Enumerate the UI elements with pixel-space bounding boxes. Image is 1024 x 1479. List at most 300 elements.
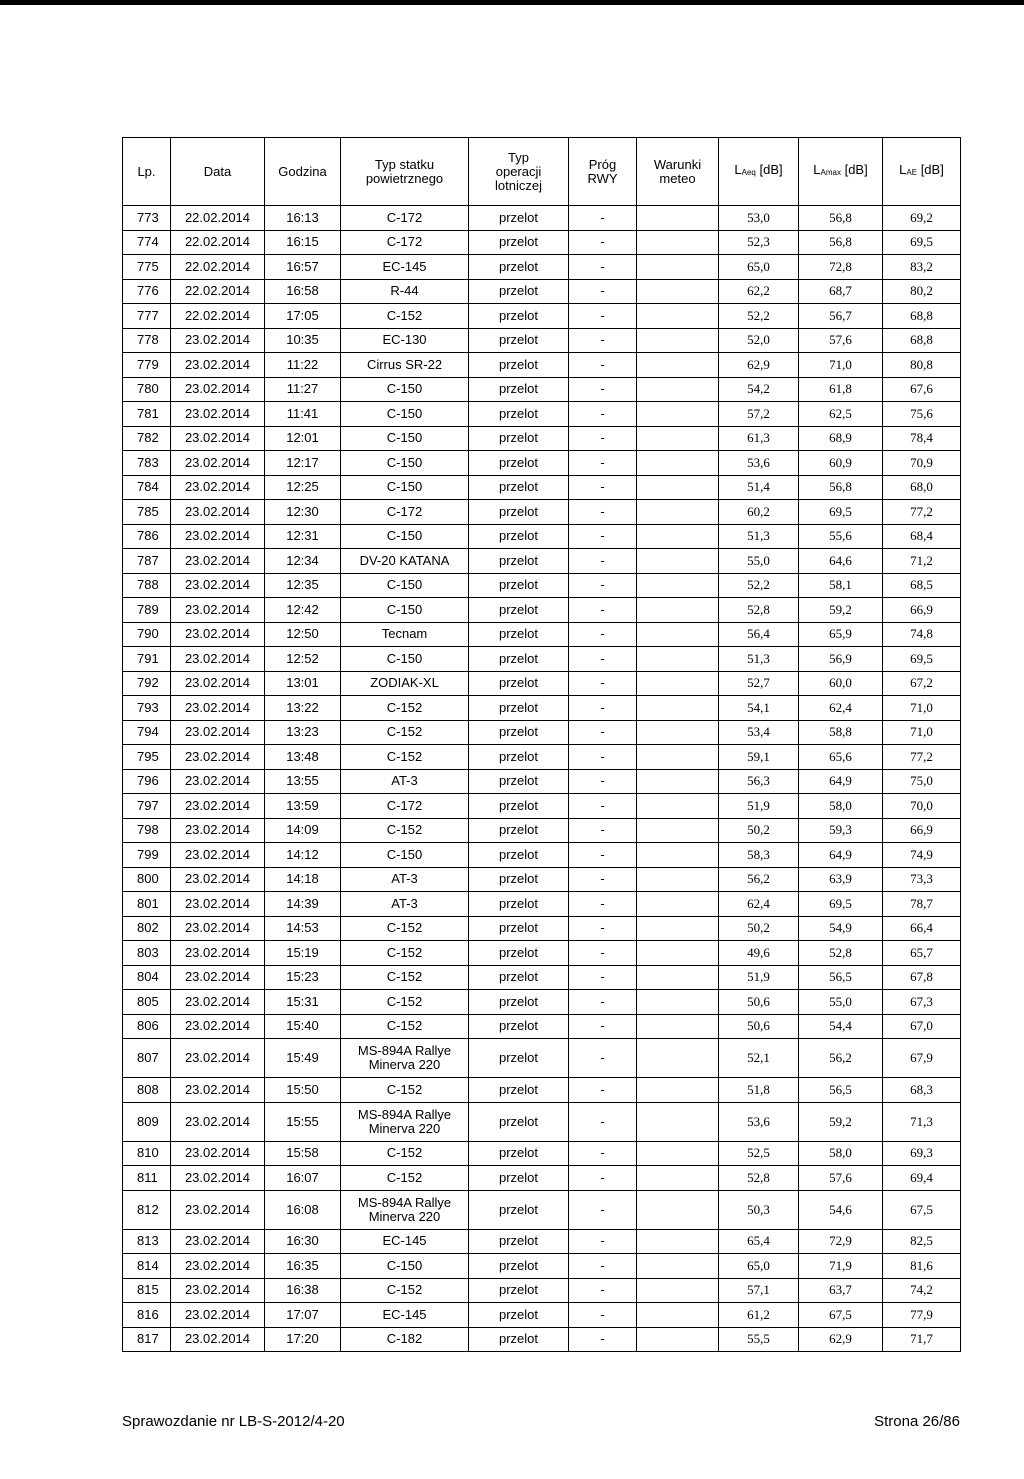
cell-data: 23.02.2014 (171, 696, 265, 721)
cell-godzina: 14:18 (265, 867, 341, 892)
lamax-unit: [dB] (840, 162, 868, 177)
cell-typ-statku: C-152 (341, 720, 469, 745)
cell-prog-rwy: - (569, 1229, 637, 1254)
table-row (123, 622, 961, 647)
cell-lae: 67,9 (883, 1039, 961, 1078)
cell-prog-rwy: - (569, 1102, 637, 1141)
cell-prog-rwy: - (569, 1278, 637, 1303)
cell-warunki-meteo (637, 1166, 719, 1191)
cell-warunki-meteo (637, 573, 719, 598)
cell-typ-statku: C-152 (341, 304, 469, 329)
cell-laeq: 52,3 (719, 230, 799, 255)
cell-prog-rwy: - (569, 598, 637, 623)
cell-data: 23.02.2014 (171, 843, 265, 868)
cell-godzina: 11:41 (265, 402, 341, 427)
cell-lp: 807 (123, 1039, 171, 1078)
cell-lamax: 64,9 (799, 843, 883, 868)
cell-godzina: 12:52 (265, 647, 341, 672)
cell-godzina: 17:05 (265, 304, 341, 329)
cell-prog-rwy: - (569, 549, 637, 574)
cell-godzina: 13:48 (265, 745, 341, 770)
table-row (123, 1078, 961, 1103)
cell-warunki-meteo (637, 1229, 719, 1254)
cell-data: 22.02.2014 (171, 230, 265, 255)
cell-prog-rwy: - (569, 696, 637, 721)
cell-lae: 67,3 (883, 990, 961, 1015)
table-row (123, 1190, 961, 1229)
cell-laeq: 52,2 (719, 304, 799, 329)
cell-typ-operacji: przelot (469, 1254, 569, 1279)
cell-lae: 78,4 (883, 426, 961, 451)
cell-laeq: 65,4 (719, 1229, 799, 1254)
cell-prog-rwy: - (569, 500, 637, 525)
cell-laeq: 51,4 (719, 475, 799, 500)
cell-lamax: 63,7 (799, 1278, 883, 1303)
cell-godzina: 10:35 (265, 328, 341, 353)
cell-lamax: 71,9 (799, 1254, 883, 1279)
table-row (123, 843, 961, 868)
lae-main: L (899, 162, 907, 177)
cell-lamax: 58,8 (799, 720, 883, 745)
cell-typ-statku: C-152 (341, 1141, 469, 1166)
cell-laeq: 50,6 (719, 990, 799, 1015)
cell-typ-statku: ZODIAK-XL (341, 671, 469, 696)
table-row (123, 524, 961, 549)
cell-lae: 77,2 (883, 500, 961, 525)
cell-laeq: 59,1 (719, 745, 799, 770)
cell-prog-rwy: - (569, 769, 637, 794)
table-row (123, 1254, 961, 1279)
cell-typ-statku: C-150 (341, 573, 469, 598)
cell-typ-statku: AT-3 (341, 867, 469, 892)
header-laeq (719, 138, 799, 206)
cell-laeq: 55,5 (719, 1327, 799, 1352)
cell-prog-rwy: - (569, 1303, 637, 1328)
cell-data: 23.02.2014 (171, 426, 265, 451)
cell-data: 23.02.2014 (171, 598, 265, 623)
header-lae (883, 138, 961, 206)
cell-typ-operacji: przelot (469, 794, 569, 819)
cell-lae: 69,4 (883, 1166, 961, 1191)
cell-warunki-meteo (637, 867, 719, 892)
cell-laeq: 54,1 (719, 696, 799, 721)
cell-data: 23.02.2014 (171, 720, 265, 745)
table-body (123, 206, 961, 1352)
cell-typ-operacji: przelot (469, 230, 569, 255)
cell-lp: 809 (123, 1102, 171, 1141)
cell-lp: 777 (123, 304, 171, 329)
cell-lamax: 61,8 (799, 377, 883, 402)
cell-godzina: 12:31 (265, 524, 341, 549)
cell-lp: 813 (123, 1229, 171, 1254)
cell-laeq: 52,1 (719, 1039, 799, 1078)
cell-prog-rwy: - (569, 279, 637, 304)
cell-data: 23.02.2014 (171, 990, 265, 1015)
cell-godzina: 17:07 (265, 1303, 341, 1328)
cell-typ-statku: AT-3 (341, 892, 469, 917)
cell-godzina: 15:55 (265, 1102, 341, 1141)
cell-lamax: 52,8 (799, 941, 883, 966)
cell-lp: 804 (123, 965, 171, 990)
cell-lae: 66,9 (883, 818, 961, 843)
cell-data: 22.02.2014 (171, 279, 265, 304)
laeq-unit: [dB] (755, 162, 783, 177)
table-row (123, 794, 961, 819)
cell-data: 23.02.2014 (171, 1229, 265, 1254)
table-row (123, 230, 961, 255)
cell-laeq: 53,0 (719, 206, 799, 231)
cell-lp: 803 (123, 941, 171, 966)
cell-lae: 69,5 (883, 647, 961, 672)
table-row (123, 1327, 961, 1352)
table-row (123, 304, 961, 329)
cell-data: 23.02.2014 (171, 328, 265, 353)
table-row (123, 769, 961, 794)
cell-data: 23.02.2014 (171, 1166, 265, 1191)
cell-lae: 78,7 (883, 892, 961, 917)
cell-laeq: 52,2 (719, 573, 799, 598)
cell-godzina: 11:27 (265, 377, 341, 402)
cell-laeq: 51,3 (719, 647, 799, 672)
cell-typ-statku: C-150 (341, 426, 469, 451)
cell-laeq: 61,2 (719, 1303, 799, 1328)
table-row (123, 353, 961, 378)
cell-godzina: 15:40 (265, 1014, 341, 1039)
cell-warunki-meteo (637, 965, 719, 990)
cell-typ-operacji: przelot (469, 475, 569, 500)
cell-typ-statku: C-152 (341, 1166, 469, 1191)
cell-lae: 71,2 (883, 549, 961, 574)
cell-laeq: 60,2 (719, 500, 799, 525)
cell-lae: 69,2 (883, 206, 961, 231)
cell-typ-operacji: przelot (469, 965, 569, 990)
table-row (123, 696, 961, 721)
cell-lp: 802 (123, 916, 171, 941)
cell-lp: 793 (123, 696, 171, 721)
cell-lp: 791 (123, 647, 171, 672)
cell-godzina: 16:58 (265, 279, 341, 304)
cell-typ-operacji: przelot (469, 647, 569, 672)
cell-laeq: 52,8 (719, 598, 799, 623)
cell-lp: 775 (123, 255, 171, 280)
cell-data: 23.02.2014 (171, 549, 265, 574)
cell-warunki-meteo (637, 328, 719, 353)
cell-typ-operacji: przelot (469, 1190, 569, 1229)
cell-godzina: 16:35 (265, 1254, 341, 1279)
cell-data: 23.02.2014 (171, 1102, 265, 1141)
cell-laeq: 50,2 (719, 916, 799, 941)
cell-data: 23.02.2014 (171, 353, 265, 378)
cell-lae: 69,5 (883, 230, 961, 255)
cell-lamax: 56,2 (799, 1039, 883, 1078)
cell-godzina: 13:22 (265, 696, 341, 721)
cell-warunki-meteo (637, 1014, 719, 1039)
cell-typ-statku: C-150 (341, 843, 469, 868)
cell-lp: 812 (123, 1190, 171, 1229)
laeq-sub: Aeq (741, 168, 756, 177)
table-row (123, 402, 961, 427)
cell-lae: 74,2 (883, 1278, 961, 1303)
cell-godzina: 13:55 (265, 769, 341, 794)
cell-prog-rwy: - (569, 965, 637, 990)
cell-laeq: 56,3 (719, 769, 799, 794)
cell-warunki-meteo (637, 1327, 719, 1352)
cell-godzina: 16:57 (265, 255, 341, 280)
cell-data: 23.02.2014 (171, 818, 265, 843)
cell-godzina: 13:59 (265, 794, 341, 819)
cell-warunki-meteo (637, 475, 719, 500)
cell-typ-statku: EC-145 (341, 255, 469, 280)
cell-typ-statku: Tecnam (341, 622, 469, 647)
cell-laeq: 51,3 (719, 524, 799, 549)
cell-prog-rwy: - (569, 206, 637, 231)
cell-typ-statku: MS-894A Rallye Minerva 220 (341, 1039, 469, 1078)
cell-laeq: 53,6 (719, 1102, 799, 1141)
cell-prog-rwy: - (569, 426, 637, 451)
cell-godzina: 15:49 (265, 1039, 341, 1078)
cell-typ-operacji: przelot (469, 892, 569, 917)
cell-lp: 773 (123, 206, 171, 231)
header-row (123, 138, 961, 206)
cell-warunki-meteo (637, 1039, 719, 1078)
cell-data: 23.02.2014 (171, 1039, 265, 1078)
cell-data: 22.02.2014 (171, 206, 265, 231)
cell-prog-rwy: - (569, 402, 637, 427)
cell-laeq: 50,6 (719, 1014, 799, 1039)
cell-prog-rwy: - (569, 1166, 637, 1191)
cell-typ-operacji: przelot (469, 867, 569, 892)
cell-typ-operacji: przelot (469, 255, 569, 280)
cell-typ-operacji: przelot (469, 941, 569, 966)
cell-data: 23.02.2014 (171, 1278, 265, 1303)
cell-lamax: 57,6 (799, 328, 883, 353)
cell-lp: 785 (123, 500, 171, 525)
cell-laeq: 62,4 (719, 892, 799, 917)
cell-prog-rwy: - (569, 941, 637, 966)
cell-data: 23.02.2014 (171, 1141, 265, 1166)
cell-data: 23.02.2014 (171, 1254, 265, 1279)
table-row (123, 206, 961, 231)
cell-data: 23.02.2014 (171, 867, 265, 892)
cell-laeq: 52,7 (719, 671, 799, 696)
cell-prog-rwy: - (569, 230, 637, 255)
cell-typ-operacji: przelot (469, 843, 569, 868)
cell-typ-statku: C-152 (341, 1278, 469, 1303)
cell-lp: 789 (123, 598, 171, 623)
cell-prog-rwy: - (569, 671, 637, 696)
cell-typ-operacji: przelot (469, 1141, 569, 1166)
cell-prog-rwy: - (569, 1039, 637, 1078)
cell-warunki-meteo (637, 794, 719, 819)
cell-lae: 71,0 (883, 696, 961, 721)
cell-godzina: 16:07 (265, 1166, 341, 1191)
cell-lp: 815 (123, 1278, 171, 1303)
cell-typ-operacji: przelot (469, 426, 569, 451)
table-row (123, 1303, 961, 1328)
cell-data: 23.02.2014 (171, 1014, 265, 1039)
cell-typ-operacji: przelot (469, 451, 569, 476)
cell-warunki-meteo (637, 916, 719, 941)
cell-laeq: 53,6 (719, 451, 799, 476)
cell-warunki-meteo (637, 206, 719, 231)
cell-typ-operacji: przelot (469, 769, 569, 794)
cell-warunki-meteo (637, 818, 719, 843)
cell-data: 23.02.2014 (171, 1303, 265, 1328)
cell-data: 23.02.2014 (171, 916, 265, 941)
cell-warunki-meteo (637, 1141, 719, 1166)
cell-lamax: 65,6 (799, 745, 883, 770)
cell-warunki-meteo (637, 451, 719, 476)
cell-typ-operacji: przelot (469, 279, 569, 304)
cell-lp: 798 (123, 818, 171, 843)
cell-prog-rwy: - (569, 1190, 637, 1229)
cell-lae: 82,5 (883, 1229, 961, 1254)
cell-typ-operacji: przelot (469, 990, 569, 1015)
cell-godzina: 12:35 (265, 573, 341, 598)
cell-lp: 794 (123, 720, 171, 745)
cell-godzina: 12:34 (265, 549, 341, 574)
cell-lae: 68,0 (883, 475, 961, 500)
table-row (123, 500, 961, 525)
cell-lae: 68,8 (883, 304, 961, 329)
cell-laeq: 62,2 (719, 279, 799, 304)
cell-lp: 811 (123, 1166, 171, 1191)
table-row (123, 892, 961, 917)
cell-prog-rwy: - (569, 720, 637, 745)
table-row (123, 671, 961, 696)
cell-lamax: 56,8 (799, 230, 883, 255)
cell-laeq: 56,2 (719, 867, 799, 892)
cell-lae: 74,9 (883, 843, 961, 868)
table-row (123, 1039, 961, 1078)
header-warunki-meteo: Warunki meteo (637, 138, 719, 206)
cell-godzina: 11:22 (265, 353, 341, 378)
cell-data: 23.02.2014 (171, 1190, 265, 1229)
cell-warunki-meteo (637, 671, 719, 696)
cell-lamax: 65,9 (799, 622, 883, 647)
cell-typ-statku: EC-145 (341, 1229, 469, 1254)
cell-typ-statku: AT-3 (341, 769, 469, 794)
cell-lae: 81,6 (883, 1254, 961, 1279)
cell-lamax: 57,6 (799, 1166, 883, 1191)
header-typ-operacji: Typ operacji lotniczej (469, 138, 569, 206)
table-row (123, 573, 961, 598)
cell-lamax: 56,8 (799, 475, 883, 500)
cell-lp: 778 (123, 328, 171, 353)
cell-laeq: 62,9 (719, 353, 799, 378)
cell-lamax: 58,0 (799, 1141, 883, 1166)
cell-typ-statku: C-150 (341, 647, 469, 672)
cell-warunki-meteo (637, 843, 719, 868)
cell-warunki-meteo (637, 1278, 719, 1303)
cell-typ-statku: C-152 (341, 990, 469, 1015)
measurement-table (122, 137, 961, 1352)
cell-godzina: 13:23 (265, 720, 341, 745)
table-row (123, 279, 961, 304)
cell-typ-operacji: przelot (469, 1327, 569, 1352)
cell-prog-rwy: - (569, 794, 637, 819)
cell-typ-statku: MS-894A Rallye Minerva 220 (341, 1190, 469, 1229)
cell-typ-operacji: przelot (469, 622, 569, 647)
cell-typ-statku: C-152 (341, 745, 469, 770)
cell-lae: 80,8 (883, 353, 961, 378)
table-row (123, 549, 961, 574)
cell-typ-operacji: przelot (469, 1278, 569, 1303)
cell-typ-statku: C-150 (341, 451, 469, 476)
cell-lamax: 72,9 (799, 1229, 883, 1254)
cell-typ-statku: C-172 (341, 206, 469, 231)
cell-prog-rwy: - (569, 916, 637, 941)
cell-typ-statku: DV-20 KATANA (341, 549, 469, 574)
cell-laeq: 50,3 (719, 1190, 799, 1229)
cell-data: 23.02.2014 (171, 769, 265, 794)
cell-lamax: 54,9 (799, 916, 883, 941)
cell-lamax: 58,1 (799, 573, 883, 598)
cell-godzina: 12:01 (265, 426, 341, 451)
top-border-bar (0, 0, 1024, 5)
cell-lamax: 63,9 (799, 867, 883, 892)
cell-warunki-meteo (637, 1254, 719, 1279)
table-row (123, 475, 961, 500)
cell-godzina: 16:15 (265, 230, 341, 255)
cell-typ-statku: C-172 (341, 230, 469, 255)
cell-lamax: 62,4 (799, 696, 883, 721)
lae-sub: AE (906, 168, 918, 177)
cell-prog-rwy: - (569, 1014, 637, 1039)
cell-typ-operacji: przelot (469, 524, 569, 549)
cell-typ-operacji: przelot (469, 549, 569, 574)
cell-prog-rwy: - (569, 353, 637, 378)
cell-data: 23.02.2014 (171, 377, 265, 402)
cell-warunki-meteo (637, 402, 719, 427)
cell-typ-operacji: przelot (469, 500, 569, 525)
cell-data: 23.02.2014 (171, 941, 265, 966)
cell-godzina: 16:13 (265, 206, 341, 231)
cell-godzina: 16:38 (265, 1278, 341, 1303)
cell-warunki-meteo (637, 941, 719, 966)
cell-godzina: 15:31 (265, 990, 341, 1015)
cell-lamax: 62,9 (799, 1327, 883, 1352)
cell-typ-statku: C-172 (341, 794, 469, 819)
cell-data: 23.02.2014 (171, 794, 265, 819)
header-typ-statku: Typ statku powietrznego (341, 138, 469, 206)
cell-typ-operacji: przelot (469, 916, 569, 941)
cell-prog-rwy: - (569, 1141, 637, 1166)
cell-lae: 67,6 (883, 377, 961, 402)
header-data: Data (171, 138, 265, 206)
table-row (123, 965, 961, 990)
cell-lae: 68,3 (883, 1078, 961, 1103)
cell-lamax: 56,8 (799, 206, 883, 231)
cell-data: 23.02.2014 (171, 1078, 265, 1103)
cell-lp: 790 (123, 622, 171, 647)
cell-warunki-meteo (637, 990, 719, 1015)
cell-typ-statku: C-150 (341, 524, 469, 549)
cell-warunki-meteo (637, 255, 719, 280)
table-row (123, 1102, 961, 1141)
cell-data: 22.02.2014 (171, 304, 265, 329)
cell-lamax: 69,5 (799, 500, 883, 525)
cell-lp: 781 (123, 402, 171, 427)
header-prog-rwy: Próg RWY (569, 138, 637, 206)
table-row (123, 818, 961, 843)
cell-warunki-meteo (637, 279, 719, 304)
table-row (123, 941, 961, 966)
cell-typ-statku: Cirrus SR-22 (341, 353, 469, 378)
cell-prog-rwy: - (569, 1327, 637, 1352)
cell-lamax: 58,0 (799, 794, 883, 819)
cell-lae: 77,9 (883, 1303, 961, 1328)
